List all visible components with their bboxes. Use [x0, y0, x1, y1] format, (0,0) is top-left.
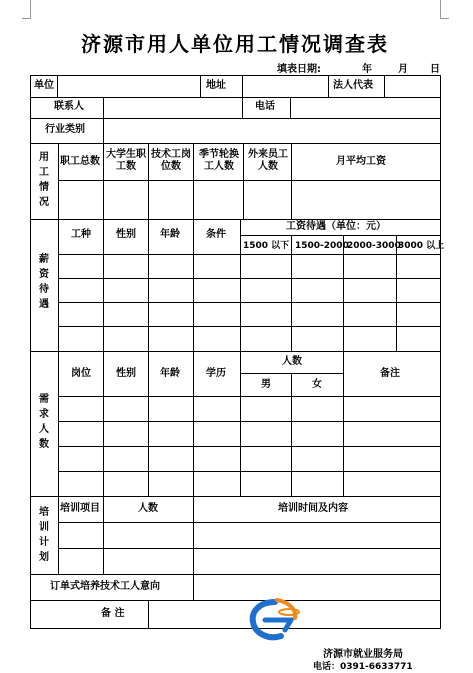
demand-count-label: 人数 [282, 356, 302, 367]
salary-section-label: 薪资待遇 [39, 254, 49, 310]
fill-date-year: 年 [362, 64, 372, 75]
footer-phone: 电话：0391-6633771 [313, 662, 413, 672]
wage-band-4: 3000 以上 [398, 241, 445, 251]
wage-band-2: 1500-2000 [295, 241, 349, 251]
phone-label: 电话 [255, 101, 275, 112]
demand-header-education: 学历 [206, 368, 226, 379]
demand-female-label: 女 [312, 379, 322, 390]
salary-header-job: 工种 [71, 229, 91, 240]
employment-header-graduates: 大学生职工数 [106, 149, 146, 172]
training-section-label: 培训计划 [39, 507, 49, 563]
employment-section-label: 用工情况 [39, 152, 49, 208]
footer-org: 济源市就业服务局 [323, 649, 403, 660]
unit-label: 单位 [34, 80, 54, 91]
training-project-label: 培训项目 [60, 503, 100, 514]
salary-header-age: 年龄 [160, 229, 180, 240]
address-label: 地址 [206, 80, 226, 91]
employment-header-external: 外来员工人数 [248, 149, 288, 172]
demand-male-label: 男 [261, 379, 271, 390]
demand-remark-label: 备注 [380, 368, 400, 379]
page-title: 济源市用人单位用工情况调查表 [81, 32, 389, 56]
fill-date-month: 月 [398, 64, 408, 75]
fill-date-label: 填表日期: [277, 64, 321, 75]
demand-header-post: 岗位 [71, 368, 91, 379]
salary-header-condition: 条件 [206, 229, 226, 240]
training-people-label: 人数 [138, 503, 158, 514]
industry-label: 行业类别 [45, 124, 85, 135]
order-intent-label: 订单式培养技术工人意向 [50, 581, 160, 592]
employment-bureau-logo-icon [245, 596, 305, 644]
wage-title: 工资待遇（单位：元） [286, 221, 386, 232]
remark-label: 备 注 [101, 608, 125, 619]
employment-header-total: 职工总数 [60, 156, 100, 167]
fill-date-day: 日 [430, 64, 440, 75]
employment-header-seasonal: 季节轮换工人数 [199, 149, 239, 172]
legal-rep-label: 法人代表 [333, 80, 373, 91]
salary-header-gender: 性别 [116, 229, 136, 240]
contact-label: 联系人 [54, 101, 84, 112]
demand-header-age: 年龄 [160, 368, 180, 379]
demand-section-label: 需求人数 [39, 394, 49, 450]
wage-band-1: 1500 以下 [243, 241, 290, 251]
monthly-wage-label: 月平均工资 [336, 156, 386, 167]
wage-band-3: 2000-3000 [347, 241, 401, 251]
employment-header-technical: 技术工岗位数 [151, 149, 191, 172]
training-time-content-label: 培训时间及内容 [278, 503, 348, 514]
demand-header-gender: 性别 [116, 368, 136, 379]
